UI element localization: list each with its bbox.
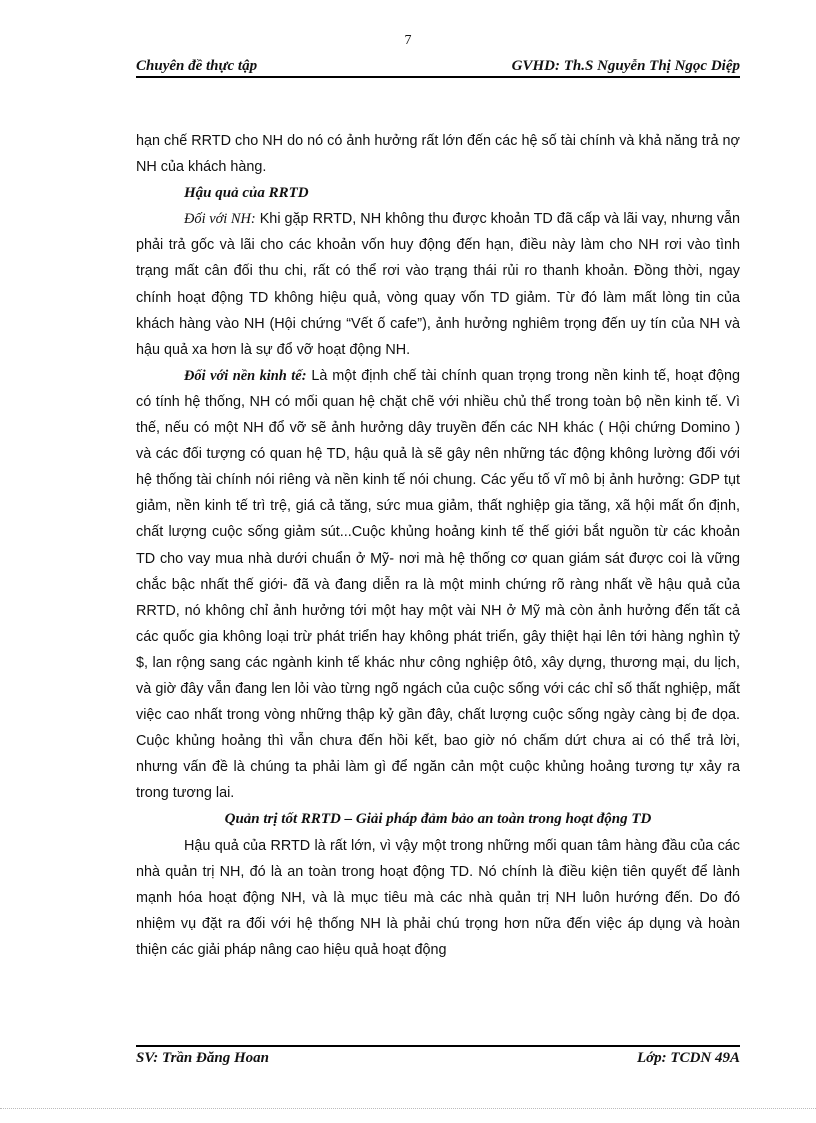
page-header [136, 56, 740, 78]
page-footer [136, 1045, 740, 1067]
paragraph-management: Hậu quả của RRTD là rất lớn, vì vậy một trong những mối quan tâm hàng đầu của các nhà quản trị NH, đó là an toàn trong hoạt động TD. Nó chính là điều kiện tiên quyết để lành mạnh hóa hoạt động NH, và là mục tiêu mà các nhà quản trị NH luôn hướng đến. Do đó nhiệm vụ đặt ra đối với hệ thống NH là phải chú trọng hơn nữa đến việc áp dụng và hoàn thiện các giải pháp nâng cao hiệu quả hoạt động [136, 837, 740, 958]
paragraph-bank-text: Khi gặp RRTD, NH không thu được khoản TD đã cấp và lãi vay, nhưng vẫn phải trả gốc và lãi cho các khoản vốn huy động đến hạn, điều này làm cho NH rơi vào tình trạng mất cân đối thu chi, rất có thể rơi vào trạng thái rủi ro thanh khoản. Đồng thời, ngay chính hoạt động TD không hiệu quả, vòng quay vốn TD giảm. Từ đó làm mất lòng tin của khách hàng vào NH (Hội chứng “Vết ố cafe”), ảnh hưởng nghiêm trọng đến uy tín của NH và hậu quả xa hơn là sự đổ vỡ hoạt động NH. [136, 211, 740, 358]
page-edge-divider [0, 1108, 816, 1109]
lead-for-economy: Đối với nền kinh tế: [184, 367, 307, 384]
page-number: 7 [404, 33, 412, 48]
document-body [136, 128, 740, 963]
section-heading-management: Quản trị tốt RRTD – Giải pháp đảm bảo an toàn trong hoạt động TD [224, 811, 652, 828]
paragraph-economy-text: Là một định chế tài chính quan trọng trong nền kinh tế, hoạt động có tính hệ thống, NH có mối quan hệ chặt chẽ với nhiều chủ thể trong toàn bộ nền kinh tế. Vì thế, nếu có một NH đổ vỡ sẽ ảnh hưởng dây truyền đến các NH khác ( Hội chứng Domino ) và các đối tượng có quan hệ TD, hậu quả là sẽ gây nên những tác động không lường đối với hệ thống tài chính nói riêng và nền kinh tế nói chung. Các yếu tố vĩ mô bị ảnh hưởng: GDP tụt giảm, nền kinh tế trì trệ, giá cả tăng, sức mua giảm, thất nghiệp gia tăng, xã hội mất ổn định, chất lượng cuộc sống giảm sút...Cuộc khủng hoảng kinh tế thế giới bắt nguồn từ các khoản TD cho vay mua nhà dưới chuẩn ở Mỹ- nơi mà hệ thống cơ quan giám sát được coi là vững chắc bậc nhất thế giới- đã và đang diễn ra là một minh chứng rõ ràng nhất về hậu quả của RRTD, nó không chỉ ảnh hưởng tới một hay một vài NH ở Mỹ mà còn ảnh hưởng đến tất cả các quốc gia không loại trừ phát triển hay không phát triển, gây thiệt hại lên tới hàng nghìn tỷ $, lan rộng sang các ngành kinh tế khác như công nghiệp ôtô, xây dựng, thương mại, du lịch, và giờ đây vẫn đang len lỏi vào từng ngõ ngách của cuộc sống với các chỉ số thất nghiệp, mất việc cao nhất trong vòng những thập kỷ gần đây, chất lượng cuộc sống ngày càng bị đe dọa. Cuộc khủng hoảng thì vẫn chưa đến hồi kết, bao giờ nó chấm dứt chưa ai có thể trả lời, nhưng vấn đề là chúng ta phải làm gì để ngăn cản một cuộc khủng hoảng tương tự xảy ra trong tương lai. [136, 367, 740, 802]
paragraph-bank-consequences [136, 206, 740, 363]
paragraph-economy-consequences [136, 363, 740, 807]
section-heading-consequences: Hậu quả của RRTD [184, 185, 309, 202]
header-supervisor: GVHD: Th.S Nguyễn Thị Ngọc Diệp [511, 58, 740, 74]
header-document-type: Chuyên đề thực tập [136, 58, 258, 74]
lead-for-bank: Đối với NH: [184, 211, 256, 228]
paragraph-continuation: hạn chế RRTD cho NH do nó có ảnh hưởng rất lớn đến các hệ số tài chính và khả năng trả nợ NH của khách hàng. [136, 133, 740, 176]
footer-student: SV: Trần Đăng Hoan [136, 1050, 269, 1066]
footer-class: Lớp: TCDN 49A [636, 1050, 740, 1066]
